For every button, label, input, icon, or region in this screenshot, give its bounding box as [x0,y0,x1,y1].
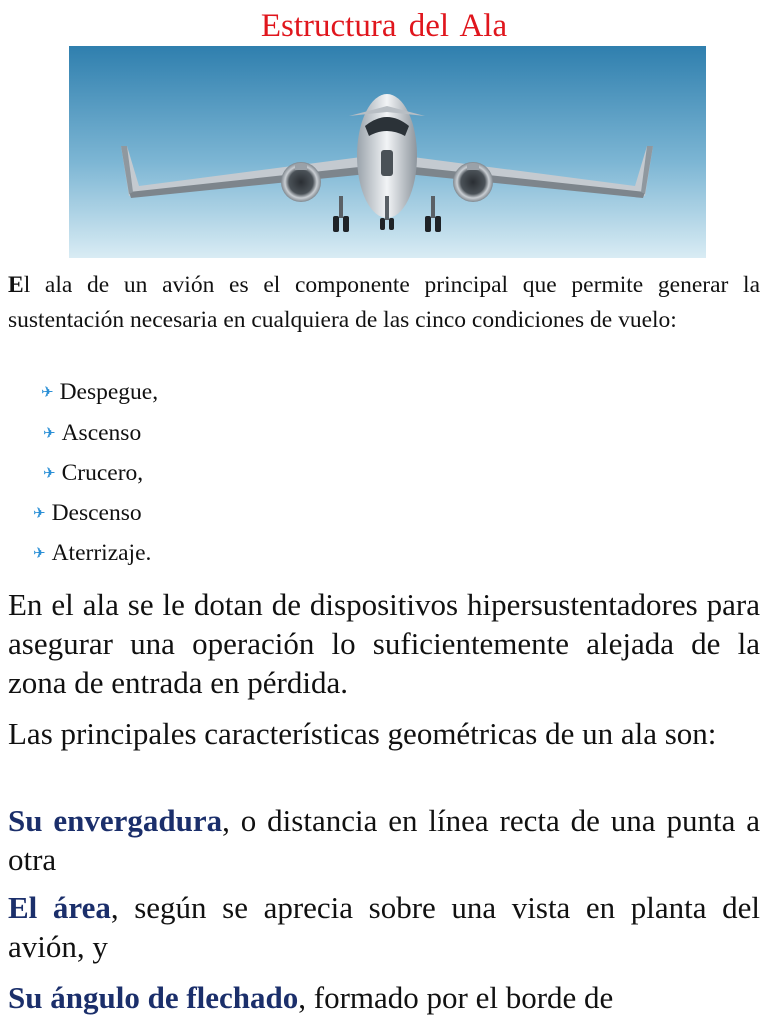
list-item: ✈ Descenso [33,498,142,531]
list-item: ✈ Ascenso [43,418,141,451]
term-area: El área [8,890,111,925]
drop-cap: E [8,272,24,298]
term-wingspan: Su envergadura [8,803,223,838]
airplane-photo [69,46,706,258]
paragraph-characteristics: Las principales características geométricas de un ala son: [8,716,717,751]
airplane-icon: ✈ [43,426,56,442]
airplane-icon: ✈ [41,385,54,401]
airplane-icon: ✈ [43,466,56,482]
item-sweep-angle: Su ángulo de flechado, formado por el borde de [8,980,614,1015]
intro-text: l ala de un avión es el componente principal que permite generar la sustentación necesaria en cualquiera de las cinco condiciones de vuelo: [8,272,760,333]
page-title: Estructura del Ala [260,8,508,44]
list-item: ✈ Despegue, [41,377,158,410]
paragraph-high-lift: En el ala se le dotan de dispositivos hipersustentadores para asegurar una operación lo suficientemente alejada de la zona de entrada en pérdida. [8,587,760,700]
term-sweep-angle: Su ángulo de flechado [8,980,299,1015]
list-item: ✈ Crucero, [43,458,143,491]
item-area: El área, según se aprecia sobre una vista en planta del avión, y [8,890,761,964]
item-wingspan: Su envergadura, o distancia en línea recta de una punta a otra [8,803,760,877]
airplane-icon: ✈ [33,546,46,562]
airplane-icon: ✈ [33,506,46,522]
airplane-image [69,46,706,258]
list-item: ✈ Aterrizaje. [33,538,151,571]
intro-paragraph [8,268,760,338]
